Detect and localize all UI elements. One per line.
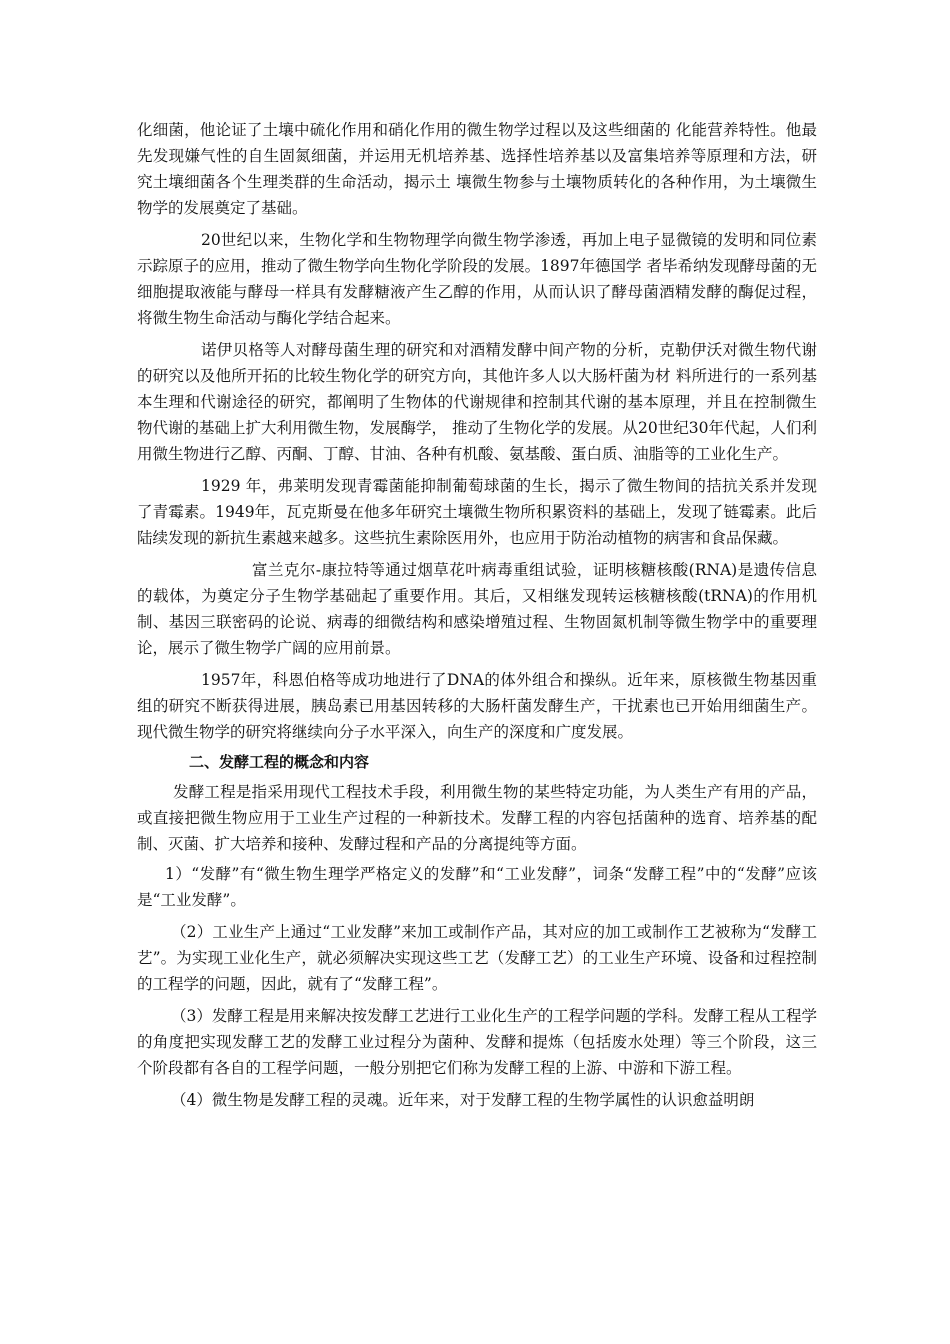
paragraph-metabolism-research: 诺伊贝格等人对酵母菌生理的研究和对酒精发酵中间产物的分析，克勒伊沃对微生物代谢的研究以及他所开拓的比较生物化学的研究方向，其他许多人以大肠杆菌为材 料所进行的一系列基本生理和代谢途径的研究，都阐明了生物体的代谢规律和控制其代谢的基本原理，并且在控制微生物代谢的基础上扩大利用微生物，发展酶学， 推动了生物化学的发展。从20世纪30年代起，人们利用微生物进行乙醇、丙酮、丁醇、甘油、各种有机酸、氨基酸、蛋白质、油脂等的工业化生产。 (137, 341, 817, 463)
paragraph-point-1: 1）“发酵”有“微生物生理学严格定义的发酵”和“工业发酵”，词条“发酵工程”中的“发酵”应该是“工业发酵”。 (137, 865, 817, 909)
paragraph-point-3: （3）发酵工程是用来解决按发酵工艺进行工业化生产的工程学问题的学科。发酵工程从工程学的角度把实现发酵工艺的发酵工业过程分为菌种、发酵和提炼（包括废水处理）等三个阶段，这三个阶段都有各自的工程学问题，一般分别把它们称为发酵工程的上游、中游和下游工程。 (137, 1007, 817, 1077)
paragraph-fermentation-definition: 发酵工程是指采用现代工程技术手段，利用微生物的某些特定功能，为人类生产有用的产品，或直接把微生物应用于工业生产过程的一种新技术。发酵工程的内容包括菌种的选育、培养基的配制、灭菌、扩大培养和接种、发酵过程和产品的分离提纯等方面。 (137, 783, 817, 853)
document-page (137, 117, 817, 1119)
paragraph-point-4: （4）微生物是发酵工程的灵魂。近年来，对于发酵工程的生物学属性的认识愈益明朗 (171, 1091, 755, 1109)
paragraph-dna-recombination: 1957年，科恩伯格等成功地进行了DNA的体外组合和操纵。近年来，原核微生物基因重组的研究不断获得进展，胰岛素已用基因转移的大肠杆菌发酵生产，干扰素也已开始用细菌生产。现代微生物学的研究将继续向分子水平深入，向生产的深度和广度发展。 (137, 671, 817, 741)
paragraph-antibiotics: 1929 年，弗莱明发现青霉菌能抑制葡萄球菌的生长，揭示了微生物间的拮抗关系并发现了青霉素。1949年，瓦克斯曼在他多年研究土壤微生物所积累资料的基础上，发现了链霉素。此后陆续发现的新抗生素越来越多。这些抗生素除医用外，也应用于防治动植物的病害和食品保藏。 (137, 477, 817, 547)
paragraph-point-2: （2）工业生产上通过“工业发酵”来加工或制作产品，其对应的加工或制作工艺被称为“发酵工艺”。为实现工业化生产，就必须解决实现这些工艺（发酵工艺）的工业生产环境、设备和过程控制的工程学的问题，因此，就有了“发酵工程”。 (137, 923, 817, 993)
paragraph-molecular-biology: 富兰克尔-康拉特等通过烟草花叶病毒重组试验，证明核糖核酸(RNA)是遗传信息的载体，为奠定分子生物学基础起了重要作用。其后，又相继发现转运核糖核酸(tRNA)的作用机制、基因三联密码的论说、病毒的细微结构和感染增殖过程、生物固氮机制等微生物学中的重要理论，展示了微生物学广阔的应用前景。 (137, 561, 817, 657)
paragraph-soil-microbiology: 化细菌，他论证了土壤中硫化作用和硝化作用的微生物学过程以及这些细菌的 化能营养特性。他最先发现嫌气性的自生固氮细菌，并运用无机培养基、选择性培养基以及富集培养等原理和方法，研究土壤细菌各个生理类群的生命活动，揭示土 壤微生物参与土壤物质转化的各种作用，为土壤微生物学的发展奠定了基础。 (137, 121, 817, 217)
section-heading: 二、发酵工程的概念和内容 (189, 753, 370, 771)
paragraph-biochemistry-stage: 20世纪以来，生物化学和生物物理学向微生物学渗透，再加上电子显微镜的发明和同位素示踪原子的应用，推动了微生物学向生物化学阶段的发展。1897年德国学 者毕希纳发现酵母菌的无细胞提取液能与酵母一样具有发酵糖液产生乙醇的作用，从而认识了酵母菌酒精发酵的酶促过程，将微生物生命活动与酶化学结合起来。 (137, 231, 817, 327)
